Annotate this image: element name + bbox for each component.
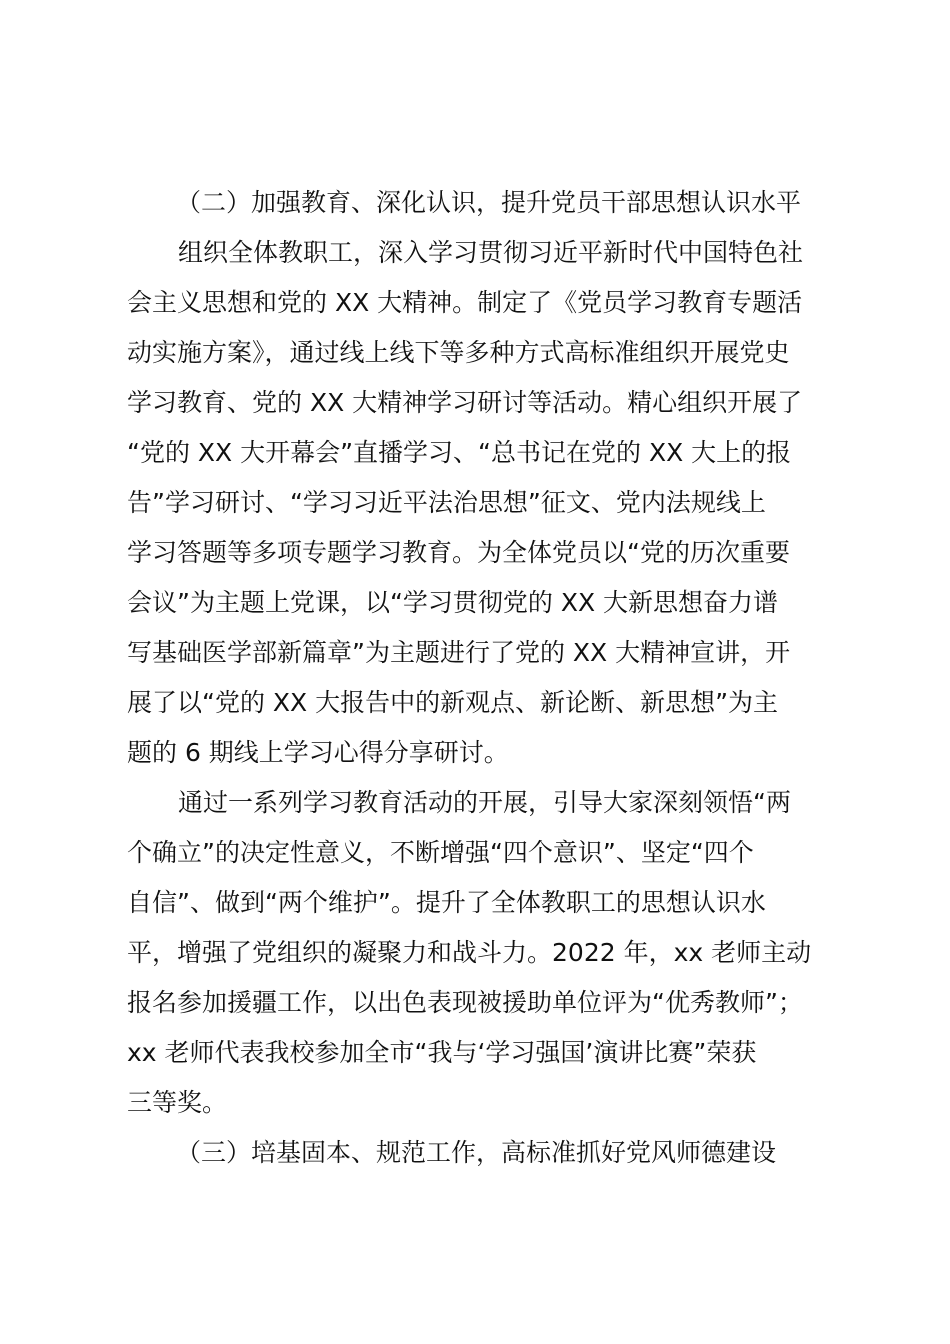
paragraph-line: 报名参加援疆工作，以出色表现被援助单位评为“优秀教师”； <box>127 988 803 1017</box>
section-heading-3: （三）培基固本、规范工作，高标准抓好党风师德建设 <box>176 1138 777 1167</box>
paragraph-line: 组织全体教职工，深入学习贯彻习近平新时代中国特色社 <box>178 238 804 267</box>
paragraph-line: 写基础医学部新篇章”为主题进行了党的 XX 大精神宣讲，开 <box>127 638 791 667</box>
paragraph-line: xx 老师代表我校参加全市“我与‘学习强国’演讲比赛”荣获 <box>127 1038 757 1067</box>
section-heading-2: （二）加强教育、深化认识，提升党员干部思想认识水平 <box>176 188 802 217</box>
paragraph-line: 通过一系列学习教育活动的开展，引导大家深刻领悟“两 <box>178 788 791 817</box>
paragraph-line: 自信”、做到“两个维护”。提升了全体教职工的思想认识水 <box>127 888 766 917</box>
paragraph-line: 会议”为主题上党课，以“学习贯彻党的 XX 大新思想奋力谱 <box>127 588 779 617</box>
paragraph-line: 平，增强了党组织的凝聚力和战斗力。2022 年，xx 老师主动 <box>127 938 812 967</box>
paragraph-line: “党的 XX 大开幕会”直播学习、“总书记在党的 XX 大上的报 <box>127 438 792 467</box>
paragraph-line: 动实施方案》，通过线上线下等多种方式高标准组织开展党史 <box>127 338 790 367</box>
paragraph-line: 告”学习研讨、“学习习近平法治思想”征文、党内法规线上 <box>127 488 766 517</box>
paragraph-line: 学习教育、党的 XX 大精神学习研讨等活动。精心组织开展了 <box>127 388 803 417</box>
paragraph-line: 会主义思想和党的 XX 大精神。制定了《党员学习教育专题活 <box>127 288 803 317</box>
paragraph-line: 题的 6 期线上学习心得分享研讨。 <box>127 738 509 767</box>
paragraph-line: 个确立”的决定性意义，不断增强“四个意识”、坚定“四个 <box>127 838 754 867</box>
paragraph-line: 三等奖。 <box>127 1088 228 1117</box>
paragraph-line: 学习答题等多项专题学习教育。为全体党员以“党的历次重要 <box>127 538 790 567</box>
paragraph-line: 展了以“党的 XX 大报告中的新观点、新论断、新思想”为主 <box>127 688 779 717</box>
